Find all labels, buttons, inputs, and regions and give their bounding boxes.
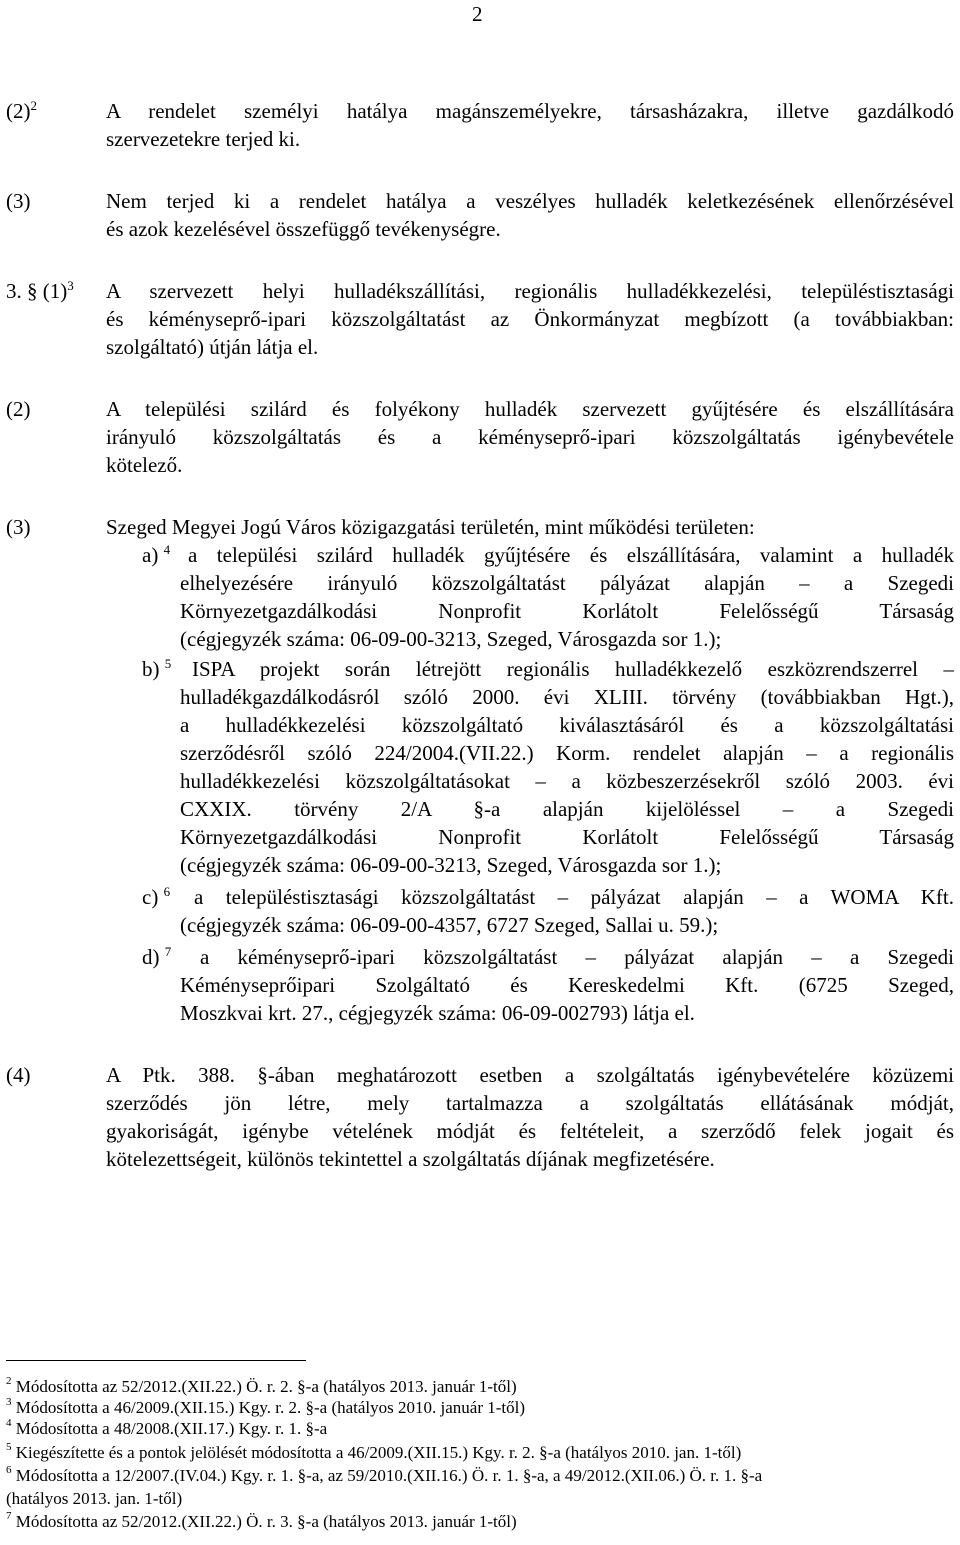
item-b-line4: szerződésről szóló 224/2004.(VII.22.) Korm. rendelet alapján – a regionális <box>180 741 954 765</box>
footnote-ref-4: 4 <box>163 542 171 557</box>
footnote-ref-5: 5 <box>164 656 172 671</box>
paragraph-3-number: (3) <box>6 515 31 539</box>
item-b-label: b) $^5$ <box>142 656 172 681</box>
paragraph-4-line3: gyakoriságát, igénybe vételének módját és feltételeit, a szerződő felek jogait és <box>106 1119 954 1143</box>
item-d-line2: Kéményseprőipari Szolgáltató és Kereskedelmi Kft. (6725 Szeged, <box>180 973 954 997</box>
item-a-line1: a települési szilárd hulladék gyűjtésére és elszállítására, valamint a hulladék <box>188 543 954 567</box>
item-b-line1: ISPA projekt során létrejött regionális hulladékkezelő eszközrendszerrel – <box>192 657 954 681</box>
footnote-7: $^7$ Módosította az 52/2012.(XII.22.) Ö. r. 3. §-a (hatályos 2013. január 1-től) <box>6 1510 517 1531</box>
paragraph-2-number: (2) <box>6 397 31 421</box>
footnote-ref-7: 7 <box>164 944 172 959</box>
paragraph-3-intro: Szeged Megyei Jogú Város közigazgatási területén, mint működési területen: <box>106 515 755 539</box>
section-2-number: $(2)^2$ <box>6 98 37 123</box>
item-c-line2: (cégjegyzék száma: 06-09-00-4357, 6727 Szeged, Sallai u. 59.); <box>180 913 719 937</box>
footnote-5: $^5$ Kiegészítette és a pontok jelölését módosította a 46/2009.(XII.15.) Kgy. r. 2. §-a (hatályos 2010. jan. 1-től) <box>6 1441 742 1462</box>
paragraph-4-number: (4) <box>6 1063 31 1087</box>
item-d-label: d) $^7$ <box>142 944 172 969</box>
item-b-line2: hulladékgazdálkodásról szóló 2000. évi XLIII. törvény (továbbiakban Hgt.), <box>180 685 954 709</box>
footnote-ref-2: 2 <box>30 98 37 113</box>
paragraph-4-line4: kötelezettségeit, különös tekintettel a szolgáltatás díjának megfizetésére. <box>106 1147 715 1171</box>
article-3-text-line3: szolgáltató) útján látja el. <box>106 335 319 359</box>
item-a-line4: (cégjegyzék száma: 06-09-00-3213, Szeged, Városgazda sor 1.); <box>180 627 722 651</box>
paragraph-4-line1: A Ptk. 388. §-ában meghatározott esetben a szolgáltatás igénybevételére közüzemi <box>106 1063 954 1087</box>
article-3-text-line2: és kéményseprő-ipari közszolgáltatást az Önkormányzat megbízott (a továbbiakban: <box>106 307 954 331</box>
page-number: 2 <box>472 2 483 26</box>
footnote-3: $^3$ Módosította a 46/2009.(XII.15.) Kgy. r. 2. §-a (hatályos 2010. január 1-től) <box>6 1396 526 1417</box>
section-3-number: (3) <box>6 189 31 213</box>
item-b-line8: (cégjegyzék száma: 06-09-00-3213, Szeged, Városgazda sor 1.); <box>180 853 722 877</box>
paragraph-2-text-line2: irányuló közszolgáltatás és a kéményseprő-ipari közszolgáltatás igénybevétele <box>106 425 954 449</box>
article-3-text-line1: A szervezett helyi hulladékszállítási, regionális hulladékkezelési, településtisztasági <box>106 279 954 303</box>
item-b-line7: Környezetgazdálkodási Nonprofit Korlátolt Felelősségű Társaság <box>180 825 954 849</box>
item-a-line3: Környezetgazdálkodási Nonprofit Korlátolt Felelősségű Társaság <box>180 599 954 623</box>
item-d-line3: Moszkvai krt. 27., cégjegyzék száma: 06-09-002793) látja el. <box>180 1001 695 1025</box>
paragraph-2-text-line3: kötelező. <box>106 453 183 477</box>
item-a-label: a) $^4$ <box>142 542 171 567</box>
item-b-line3: a hulladékkezelési közszolgáltató kiválasztásáról és a közszolgáltatási <box>180 713 954 737</box>
item-a-line2: elhelyezésére irányuló közszolgáltatást pályázat alapján – a Szegedi <box>180 571 954 595</box>
section-2-text-line1: A rendelet személyi hatálya magánszemélyekre, társasházakra, illetve gazdálkodó <box>106 99 954 123</box>
paragraph-2-text-line1: A települési szilárd és folyékony hulladék szervezett gyűjtésére és elszállítására <box>106 397 954 421</box>
item-c-line1: a településtisztasági közszolgáltatást – pályázat alapján – a WOMA Kft. <box>194 885 954 909</box>
footnote-4: $^4$ Módosította a 48/2008.(XII.17.) Kgy. r. 1. §-a <box>6 1417 328 1438</box>
paragraph-4-line2: szerződés jön létre, mely tartalmazza a szolgáltatás ellátásának módját, <box>106 1091 954 1115</box>
footnote-ref-3: 3 <box>67 278 74 293</box>
section-3-text-line2: és azok kezelésével összefüggő tevékenységre. <box>106 217 501 241</box>
item-b-line6: CXXIX. törvény 2/A §-a alapján kijelöléssel – a Szegedi <box>180 797 954 821</box>
section-2-text-line2: szervezetekre terjed ki. <box>106 127 301 151</box>
article-3-label: 3. § $(1)^3$ <box>6 278 74 303</box>
footnote-2: $^2$ Módosította az 52/2012.(XII.22.) Ö. r. 2. §-a (hatályos 2013. január 1-től) <box>6 1375 517 1396</box>
item-b-line5: hulladékkezelési közszolgáltatásokat – a közbeszerzésekről szóló 2003. évi <box>180 769 954 793</box>
footnote-ref-6: 6 <box>163 884 171 899</box>
footnote-separator <box>6 1360 306 1361</box>
footnote-6: $^6$ Módosította a 12/2007.(IV.04.) Kgy. r. 1. §-a, az 59/2010.(XII.16.) Ö. r. 1. §-a, a 49/2012.(XII.06.) Ö. r. 1. §-a <box>6 1464 763 1485</box>
section-3-text-line1: Nem terjed ki a rendelet hatálya a veszélyes hulladék keletkezésének ellenőrzésével <box>106 189 954 213</box>
item-d-line1: a kéményseprő-ipari közszolgáltatást – pályázat alapján – a Szegedi <box>200 945 954 969</box>
footnote-6-continued: (hatályos 2013. jan. 1-től) <box>6 1489 183 1508</box>
item-c-label: c) $^6$ <box>142 884 171 909</box>
